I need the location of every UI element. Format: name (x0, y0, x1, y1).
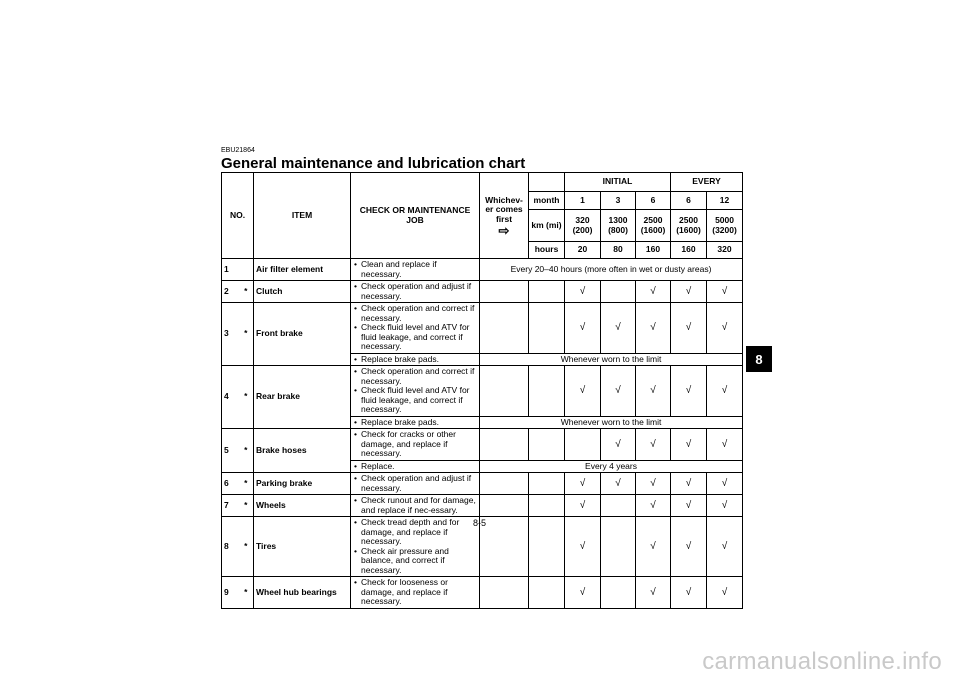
spacer-cell (529, 495, 565, 517)
check-mark-icon: √ (565, 577, 601, 609)
whichever-label: Whichev-er comes first (485, 194, 523, 224)
hours-value: 320 (707, 242, 743, 259)
km-value: 5000 (3200) (707, 210, 743, 242)
check-mark-icon: √ (707, 281, 743, 303)
header-item: ITEM (254, 173, 351, 259)
job-line: • Check operation and adjust if necessary. (354, 282, 477, 301)
check-mark-icon: √ (601, 473, 636, 495)
check-mark-icon: √ (565, 495, 601, 517)
job-line: • Check operation and correct if necessary. (354, 367, 477, 386)
maintenance-job (351, 577, 480, 609)
km-label: km (mi) (529, 210, 565, 242)
item-number: 7 (222, 495, 239, 517)
header-initial: INITIAL (565, 173, 671, 192)
spacer-cell (480, 429, 529, 461)
job-line: • Check operation and correct if necessary. (354, 304, 477, 323)
item-name: Parking brake (254, 473, 351, 495)
spacer-cell (480, 366, 529, 417)
check-mark-icon: √ (565, 517, 601, 577)
empty-cell (565, 429, 601, 461)
table-row (222, 303, 743, 354)
km-value: 2500 (1600) (671, 210, 707, 242)
item-name: Wheel hub bearings (254, 577, 351, 609)
watermark: carmanualsonline.info (702, 648, 942, 675)
spacer-cell (529, 366, 565, 417)
maintenance-job (351, 495, 480, 517)
spacer-cell (480, 281, 529, 303)
table-row (222, 473, 743, 495)
spacer-cell (529, 303, 565, 354)
check-mark-icon: √ (671, 577, 707, 609)
check-mark-icon: √ (671, 429, 707, 461)
check-mark-icon: √ (636, 303, 671, 354)
month-value: 6 (671, 192, 707, 210)
check-mark-icon: √ (707, 495, 743, 517)
job-line: • Replace. (354, 462, 477, 472)
check-mark-icon: √ (707, 366, 743, 417)
header-blank-cell (529, 173, 565, 192)
page-title: General maintenance and lubrication chart (221, 155, 526, 172)
check-mark-icon: √ (636, 517, 671, 577)
item-asterisk: * (239, 303, 254, 366)
month-value: 3 (601, 192, 636, 210)
table-row (222, 429, 743, 461)
item-number: 2 (222, 281, 239, 303)
spacer-cell (529, 577, 565, 609)
item-number: 4 (222, 366, 239, 429)
spacer-cell (480, 495, 529, 517)
item-asterisk: * (239, 429, 254, 473)
maintenance-job (351, 429, 480, 461)
hours-label: hours (529, 242, 565, 259)
item-name: Brake hoses (254, 429, 351, 473)
item-asterisk: * (239, 366, 254, 429)
check-mark-icon: √ (601, 366, 636, 417)
item-number: 6 (222, 473, 239, 495)
maintenance-job (351, 366, 480, 417)
header-job: CHECK OR MAINTENANCE JOB (351, 173, 480, 259)
empty-cell (601, 577, 636, 609)
check-mark-icon: √ (636, 577, 671, 609)
item-name: Rear brake (254, 366, 351, 429)
spacer-cell (480, 303, 529, 354)
maintenance-chart (221, 172, 743, 609)
spacer-cell (480, 517, 529, 577)
interval-note: Every 20–40 hours (more often in wet or dusty areas) (480, 259, 743, 281)
table-row (222, 366, 743, 417)
table-row (222, 281, 743, 303)
check-mark-icon: √ (707, 517, 743, 577)
interval-note: Whenever worn to the limit (480, 353, 743, 366)
item-asterisk: * (239, 281, 254, 303)
hours-value: 160 (636, 242, 671, 259)
job-line: • Check for looseness or damage, and replace if necessary. (354, 578, 477, 607)
page-number: 8-5 (473, 518, 487, 528)
maintenance-job (351, 416, 480, 429)
check-mark-icon: √ (601, 303, 636, 354)
hours-value: 20 (565, 242, 601, 259)
maintenance-job (351, 303, 480, 354)
check-mark-icon: √ (565, 366, 601, 417)
job-line: • Replace brake pads. (354, 355, 477, 365)
header-no: NO. (222, 173, 254, 259)
header-whichever (480, 173, 529, 259)
month-value: 6 (636, 192, 671, 210)
km-value: 2500 (1600) (636, 210, 671, 242)
empty-cell (601, 281, 636, 303)
check-mark-icon: √ (565, 303, 601, 354)
job-line: • Check runout and for damage, and replace if nec-essary. (354, 496, 477, 515)
spacer-cell (529, 517, 565, 577)
check-mark-icon: √ (636, 473, 671, 495)
spacer-cell (529, 473, 565, 495)
item-number: 8 (222, 517, 239, 577)
table-row (222, 495, 743, 517)
maintenance-job (351, 460, 480, 473)
job-line: • Check air pressure and balance, and correct if necessary. (354, 547, 477, 576)
item-asterisk: * (239, 495, 254, 517)
spacer-cell (480, 577, 529, 609)
item-name: Clutch (254, 281, 351, 303)
check-mark-icon: √ (601, 429, 636, 461)
item-asterisk: * (239, 473, 254, 495)
job-line: • Check tread depth and for damage, and replace if necessary. (354, 518, 477, 547)
header-every: EVERY (671, 173, 743, 192)
item-number: 5 (222, 429, 239, 473)
item-number: 9 (222, 577, 239, 609)
maintenance-job (351, 473, 480, 495)
check-mark-icon: √ (671, 366, 707, 417)
item-name: Tires (254, 517, 351, 577)
item-asterisk (239, 259, 254, 281)
empty-cell (601, 517, 636, 577)
job-line: • Check operation and adjust if necessary. (354, 474, 477, 493)
check-mark-icon: √ (671, 281, 707, 303)
item-asterisk: * (239, 517, 254, 577)
spacer-cell (480, 473, 529, 495)
check-mark-icon: √ (671, 473, 707, 495)
check-mark-icon: √ (671, 517, 707, 577)
spacer-cell (529, 429, 565, 461)
chapter-tab: 8 (746, 346, 772, 372)
check-mark-icon: √ (636, 429, 671, 461)
month-value: 12 (707, 192, 743, 210)
maintenance-job (351, 353, 480, 366)
check-mark-icon: √ (671, 303, 707, 354)
check-mark-icon: √ (636, 281, 671, 303)
maintenance-job (351, 259, 480, 281)
document-code: EBU21864 (221, 147, 255, 154)
item-number: 1 (222, 259, 239, 281)
km-value: 1300 (800) (601, 210, 636, 242)
hours-value: 160 (671, 242, 707, 259)
check-mark-icon: √ (565, 473, 601, 495)
km-value: 320 (200) (565, 210, 601, 242)
right-arrow-icon: ⇨ (498, 223, 510, 238)
month-label: month (529, 192, 565, 210)
interval-note: Every 4 years (480, 460, 743, 473)
maintenance-job (351, 517, 480, 577)
check-mark-icon: √ (636, 495, 671, 517)
table-row (222, 577, 743, 609)
check-mark-icon: √ (707, 577, 743, 609)
item-number: 3 (222, 303, 239, 366)
item-name: Wheels (254, 495, 351, 517)
item-name: Front brake (254, 303, 351, 366)
job-line: • Check fluid level and ATV for fluid leakage, and correct if necessary. (354, 323, 477, 352)
spacer-cell (529, 281, 565, 303)
job-line: • Check fluid level and ATV for fluid leakage, and correct if necessary. (354, 386, 477, 415)
month-value: 1 (565, 192, 601, 210)
job-line: • Replace brake pads. (354, 418, 477, 428)
table-row (222, 259, 743, 281)
check-mark-icon: √ (707, 429, 743, 461)
maintenance-job (351, 281, 480, 303)
empty-cell (601, 495, 636, 517)
check-mark-icon: √ (565, 281, 601, 303)
hours-value: 80 (601, 242, 636, 259)
job-line: • Check for cracks or other damage, and replace if necessary. (354, 430, 477, 459)
check-mark-icon: √ (707, 473, 743, 495)
check-mark-icon: √ (636, 366, 671, 417)
item-name: Air filter element (254, 259, 351, 281)
job-line: • Clean and replace if necessary. (354, 260, 477, 279)
interval-note: Whenever worn to the limit (480, 416, 743, 429)
check-mark-icon: √ (671, 495, 707, 517)
check-mark-icon: √ (707, 303, 743, 354)
item-asterisk: * (239, 577, 254, 609)
